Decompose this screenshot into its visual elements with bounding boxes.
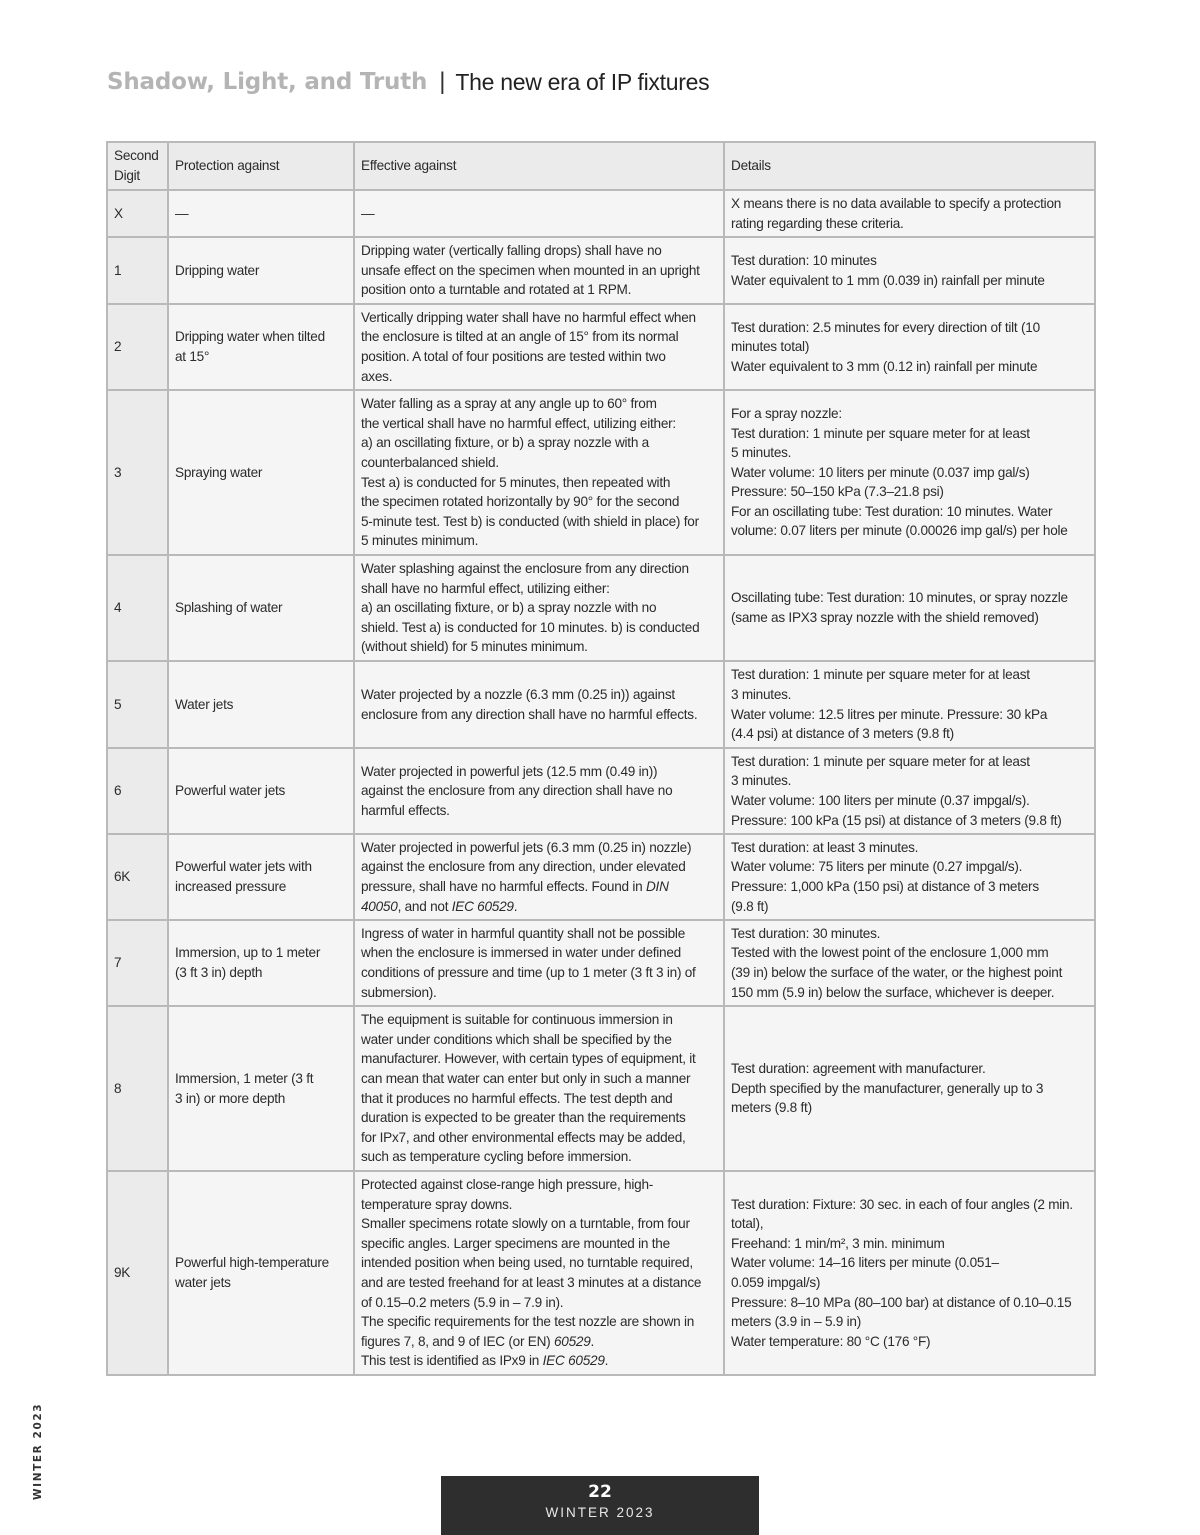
cell-line: Depth specified by the manufacturer, generally up to 3 bbox=[731, 1080, 1044, 1096]
column-header-effective-against: Effective against bbox=[354, 142, 724, 190]
cell-line: Test duration: 2.5 minutes for every direction of tilt (10 bbox=[731, 319, 1040, 335]
cell-line: 0.059 impgal/s) bbox=[731, 1275, 821, 1290]
cell-line: counterbalanced shield. bbox=[361, 454, 499, 470]
protection-against-cell bbox=[168, 304, 354, 390]
cell-line: Water volume: 100 liters per minute (0.37 impgal/s). bbox=[731, 793, 1030, 808]
cell-line: Test duration: 10 minutes bbox=[731, 252, 877, 268]
second-digit-cell: 1 bbox=[107, 237, 168, 304]
details-cell bbox=[724, 190, 1095, 237]
cell-line: Ingress of water in harmful quantity shall not be possible bbox=[361, 925, 686, 941]
column-header-protection-against: Protection against bbox=[168, 142, 354, 190]
cell-line: water under conditions which shall be specified by the bbox=[361, 1031, 672, 1047]
second-digit-cell: 5 bbox=[107, 661, 168, 748]
cell-line: Tested with the lowest point of the enclosure 1,000 mm bbox=[731, 945, 1049, 961]
cell-line: Freehand: 1 min/m², 3 min. minimum bbox=[731, 1235, 945, 1251]
protection-against-cell bbox=[168, 834, 354, 920]
cell-line: Test duration: at least 3 minutes. bbox=[731, 839, 919, 855]
header-separator: | bbox=[439, 68, 446, 95]
cell-line: For an oscillating tube: Test duration: 10 minutes. Water bbox=[731, 503, 1053, 519]
cell-line: Water volume: 14–16 liters per minute (0.051– bbox=[731, 1255, 999, 1271]
cell-line: Test duration: 1 minute per square meter for at least bbox=[731, 753, 1030, 769]
cell-line: Pressure: 8–10 MPa (80–100 bar) at distance of 0.10–0.15 bbox=[731, 1294, 1072, 1310]
cell-line: Powerful high-temperature bbox=[175, 1255, 329, 1271]
page-footer bbox=[441, 1476, 759, 1535]
details-cell bbox=[724, 748, 1095, 834]
cell-line: Water equivalent to 1 mm (0.039 in) rainfall per minute bbox=[731, 272, 1045, 288]
column-header-second-digit: Second Digit bbox=[107, 142, 168, 190]
table-row bbox=[107, 661, 1095, 748]
cell-line: 40050, and not IEC 60529. bbox=[361, 898, 518, 914]
cell-line: Water volume: 12.5 litres per minute. Pressure: 30 kPa bbox=[731, 706, 1048, 722]
table-row bbox=[107, 920, 1095, 1006]
cell-line: shall have no harmful effect, utilizing either: bbox=[361, 580, 610, 596]
cell-line: duration is expected to be greater than the requirements bbox=[361, 1110, 686, 1126]
cell-line: 5 minutes. bbox=[731, 445, 792, 461]
cell-line: Water projected in powerful jets (12.5 mm (0.49 in)) bbox=[361, 763, 658, 779]
cell-line: conditions of pressure and time (up to 1 meter (3 ft 3 in) of bbox=[361, 965, 696, 980]
protection-against-cell bbox=[168, 1171, 354, 1375]
cell-line: total), bbox=[731, 1216, 764, 1232]
details-cell bbox=[724, 1006, 1095, 1171]
effective-against-cell bbox=[354, 555, 724, 661]
cell-line: increased pressure bbox=[175, 879, 287, 894]
cell-line: the specimen rotated horizontally by 90° for the second bbox=[361, 494, 680, 510]
cell-line: temperature spray downs. bbox=[361, 1196, 513, 1212]
effective-against-cell bbox=[354, 190, 724, 237]
cell-line: against the enclosure from any direction, under elevated bbox=[361, 859, 686, 875]
protection-against-cell bbox=[168, 1006, 354, 1171]
cell-line: Water temperature: 80 °C (176 °F) bbox=[731, 1333, 931, 1349]
cell-line: of 0.15–0.2 meters (5.9 in – 7.9 in). bbox=[361, 1294, 564, 1310]
cell-line: Test duration: Fixture: 30 sec. in each of four angles (2 min. bbox=[731, 1196, 1073, 1212]
cell-line: volume: 0.07 liters per minute (0.00026 imp gal/s) per hole bbox=[731, 523, 1068, 539]
cell-line: The equipment is suitable for continuous immersion in bbox=[361, 1012, 673, 1028]
cell-line: Oscillating tube: Test duration: 10 minutes, or spray nozzle bbox=[731, 590, 1068, 606]
cell-line: against the enclosure from any direction shall have no bbox=[361, 783, 673, 799]
second-digit-cell: X bbox=[107, 190, 168, 237]
cell-line: Test a) is conducted for 5 minutes, then repeated with bbox=[361, 474, 671, 490]
second-digit-cell: 4 bbox=[107, 555, 168, 661]
cell-line: Water jets bbox=[175, 696, 234, 712]
cell-line: water jets bbox=[175, 1275, 231, 1290]
cell-line: Water equivalent to 3 mm (0.12 in) rainfall per minute bbox=[731, 358, 1038, 374]
cell-line: such as temperature cycling before immersion. bbox=[361, 1149, 632, 1165]
cell-line: — bbox=[175, 205, 189, 221]
cell-line: Dripping water bbox=[175, 262, 260, 278]
table-header-row bbox=[107, 142, 1095, 190]
cell-line: For a spray nozzle: bbox=[731, 405, 842, 421]
protection-against-cell bbox=[168, 748, 354, 834]
cell-line: 5 minutes minimum. bbox=[361, 533, 479, 549]
side-issue-label: WINTER 2023 bbox=[32, 1402, 44, 1500]
cell-line: (without shield) for 5 minutes minimum. bbox=[361, 639, 588, 655]
cell-line: Spraying water bbox=[175, 464, 263, 480]
details-cell bbox=[724, 237, 1095, 304]
cell-line: Test duration: 1 minute per square meter for at least bbox=[731, 425, 1030, 441]
cell-line: Immersion, 1 meter (3 ft bbox=[175, 1070, 314, 1086]
cell-line: Test duration: 30 minutes. bbox=[731, 925, 881, 941]
details-cell bbox=[724, 661, 1095, 748]
ip-rating-table bbox=[106, 141, 1096, 1376]
effective-against-cell bbox=[354, 390, 724, 555]
cell-line: for IPx7, and other environmental effects may be added, bbox=[361, 1129, 686, 1145]
cell-line: Pressure: 100 kPa (15 psi) at distance of 3 meters (9.8 ft) bbox=[731, 812, 1062, 828]
protection-against-cell bbox=[168, 555, 354, 661]
cell-line: the enclosure is tilted at an angle of 15° from its normal bbox=[361, 329, 679, 345]
cell-line: Vertically dripping water shall have no harmful effect when bbox=[361, 309, 696, 325]
cell-line: Test duration: agreement with manufacturer. bbox=[731, 1061, 986, 1077]
cell-line: submersion). bbox=[361, 984, 437, 1000]
cell-line: (3 ft 3 in) depth bbox=[175, 965, 263, 980]
table-row bbox=[107, 190, 1095, 237]
cell-line: Water projected by a nozzle (6.3 mm (0.25 in)) against bbox=[361, 686, 675, 702]
second-digit-cell: 6 bbox=[107, 748, 168, 834]
cell-line: at 15° bbox=[175, 349, 210, 364]
protection-against-cell bbox=[168, 190, 354, 237]
cell-line: Water volume: 75 liters per minute (0.27 impgal/s). bbox=[731, 859, 1023, 875]
cell-line: a) an oscillating fixture, or b) a spray nozzle with no bbox=[361, 600, 657, 616]
second-digit-cell: 6K bbox=[107, 834, 168, 920]
table-row bbox=[107, 555, 1095, 661]
effective-against-cell bbox=[354, 834, 724, 920]
cell-line: intended position when being used, no turntable required, bbox=[361, 1255, 693, 1271]
cell-line: shield. Test a) is conducted for 10 minutes. b) is conducted bbox=[361, 619, 700, 635]
second-digit-cell: 3 bbox=[107, 390, 168, 555]
effective-against-cell bbox=[354, 1171, 724, 1375]
cell-line: position onto a turntable and rotated at 1 RPM. bbox=[361, 282, 632, 298]
cell-line: pressure, shall have no harmful effects. Found in DIN bbox=[361, 879, 669, 894]
protection-against-cell bbox=[168, 920, 354, 1006]
cell-line: — bbox=[361, 205, 375, 221]
cell-line: manufacturer. However, with certain types of equipment, it bbox=[361, 1051, 696, 1067]
cell-line: position. A total of four positions are tested within two bbox=[361, 349, 666, 364]
page-header bbox=[107, 64, 709, 100]
cell-line: Dripping water (vertically falling drops) shall have no bbox=[361, 243, 662, 259]
cell-line: 5-minute test. Test b) is conducted (with shield in place) for bbox=[361, 513, 699, 529]
cell-line: X means there is no data available to specify a protection bbox=[731, 195, 1062, 211]
protection-against-cell bbox=[168, 237, 354, 304]
second-digit-cell: 7 bbox=[107, 920, 168, 1006]
article-title: The new era of IP fixtures bbox=[455, 68, 710, 95]
protection-against-cell bbox=[168, 390, 354, 555]
effective-against-cell bbox=[354, 661, 724, 748]
details-cell bbox=[724, 390, 1095, 555]
cell-line: unsafe effect on the specimen when mounted in an upright bbox=[361, 262, 700, 278]
table-row bbox=[107, 304, 1095, 390]
cell-line: the vertical shall have no harmful effect, utilizing either: bbox=[361, 415, 676, 431]
table-row bbox=[107, 1006, 1095, 1171]
cell-line: Splashing of water bbox=[175, 600, 283, 616]
table-row bbox=[107, 1171, 1095, 1375]
table-body bbox=[107, 190, 1095, 1375]
protection-against-cell bbox=[168, 661, 354, 748]
cell-line: meters (9.8 ft) bbox=[731, 1100, 812, 1116]
effective-against-cell bbox=[354, 920, 724, 1006]
publication-title: Shadow, Light, and Truth bbox=[107, 69, 428, 95]
details-cell bbox=[724, 920, 1095, 1006]
details-cell bbox=[724, 1171, 1095, 1375]
effective-against-cell bbox=[354, 1006, 724, 1171]
second-digit-cell: 9K bbox=[107, 1171, 168, 1375]
table-row bbox=[107, 390, 1095, 555]
cell-line: Water splashing against the enclosure from any direction bbox=[361, 561, 689, 577]
cell-line: Powerful water jets bbox=[175, 783, 286, 799]
cell-line: Water projected in powerful jets (6.3 mm (0.25 in) nozzle) bbox=[361, 839, 692, 855]
cell-line: (39 in) below the surface of the water, or the highest point bbox=[731, 965, 1063, 980]
effective-against-cell bbox=[354, 304, 724, 390]
cell-line: 150 mm (5.9 in) below the surface, whichever is deeper. bbox=[731, 984, 1055, 1000]
cell-line: The specific requirements for the test nozzle are shown in bbox=[361, 1314, 695, 1330]
cell-line: rating regarding these criteria. bbox=[731, 215, 904, 231]
cell-line: that it produces no harmful effects. The test depth and bbox=[361, 1090, 673, 1106]
table-row bbox=[107, 748, 1095, 834]
page-number: 22 bbox=[588, 1482, 612, 1502]
cell-line: Test duration: 1 minute per square meter for at least bbox=[731, 667, 1030, 683]
cell-line: Dripping water when tilted bbox=[175, 329, 325, 345]
cell-line: meters (3.9 in – 5.9 in) bbox=[731, 1314, 861, 1330]
cell-line: (4.4 psi) at distance of 3 meters (9.8 ft) bbox=[731, 726, 954, 742]
cell-line: when the enclosure is immersed in water under defined bbox=[361, 945, 681, 961]
cell-line: 3 minutes. bbox=[731, 773, 792, 789]
cell-line: Powerful water jets with bbox=[175, 859, 312, 875]
cell-line: enclosure from any direction shall have no harmful effects. bbox=[361, 706, 698, 722]
cell-line: and are tested freehand for at least 3 minutes at a distance bbox=[361, 1275, 702, 1290]
cell-line: figures 7, 8, and 9 of IEC (or EN) 60529. bbox=[361, 1333, 595, 1349]
cell-line: Water falling as a spray at any angle up to 60° from bbox=[361, 396, 657, 412]
details-cell bbox=[724, 304, 1095, 390]
cell-line: (same as IPX3 spray nozzle with the shield removed) bbox=[731, 610, 1039, 625]
details-cell bbox=[724, 555, 1095, 661]
second-digit-cell: 2 bbox=[107, 304, 168, 390]
cell-line: Immersion, up to 1 meter bbox=[175, 945, 321, 961]
effective-against-cell bbox=[354, 237, 724, 304]
cell-line: minutes total) bbox=[731, 339, 810, 355]
cell-line: a) an oscillating fixture, or b) a spray nozzle with a bbox=[361, 435, 649, 451]
table-row bbox=[107, 834, 1095, 920]
cell-line: can mean that water can enter but only in such a manner bbox=[361, 1070, 691, 1086]
cell-line: specific angles. Larger specimens are mounted in the bbox=[361, 1235, 670, 1251]
cell-line: 3 minutes. bbox=[731, 686, 792, 702]
table-row bbox=[107, 237, 1095, 304]
cell-line: (9.8 ft) bbox=[731, 898, 769, 914]
cell-line: This test is identified as IPx9 in IEC 60529. bbox=[361, 1353, 609, 1369]
cell-line: Water volume: 10 liters per minute (0.037 imp gal/s) bbox=[731, 464, 1030, 480]
details-cell bbox=[724, 834, 1095, 920]
second-digit-cell: 8 bbox=[107, 1006, 168, 1171]
column-header-details: Details bbox=[724, 142, 1095, 190]
cell-line: Smaller specimens rotate slowly on a turntable, from four bbox=[361, 1216, 690, 1232]
cell-line: Pressure: 1,000 kPa (150 psi) at distance of 3 meters bbox=[731, 879, 1039, 894]
cell-line: Protected against close-range high pressure, high- bbox=[361, 1177, 654, 1193]
cell-line: harmful effects. bbox=[361, 802, 450, 818]
cell-line: Pressure: 50–150 kPa (7.3–21.8 psi) bbox=[731, 484, 944, 500]
cell-line: axes. bbox=[361, 368, 393, 384]
cell-line: 3 in) or more depth bbox=[175, 1090, 286, 1106]
effective-against-cell bbox=[354, 748, 724, 834]
footer-issue-label: WINTER 2023 bbox=[545, 1505, 655, 1520]
